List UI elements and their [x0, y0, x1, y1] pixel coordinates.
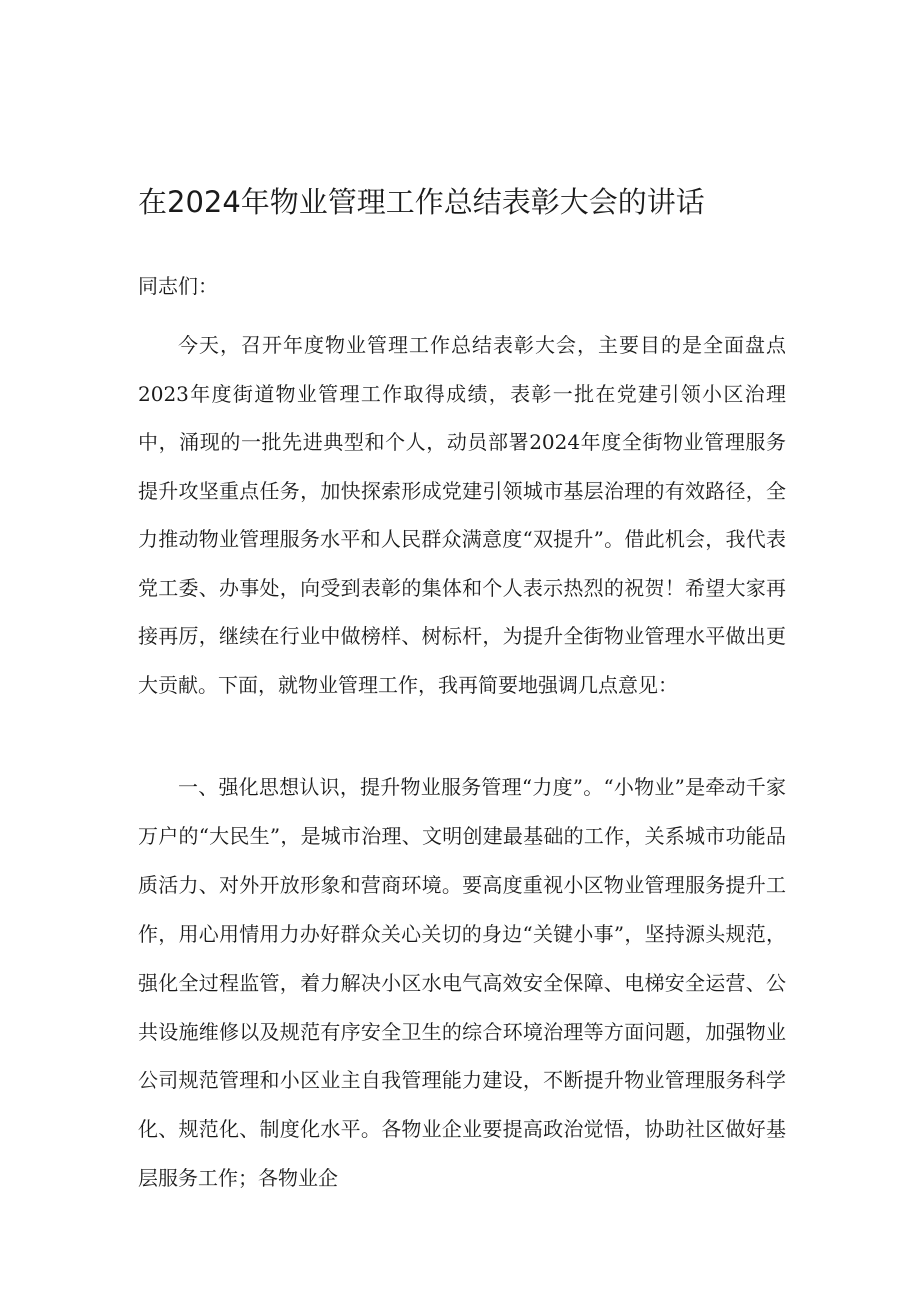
paragraph-section-one: 一、强化思想认识，提升物业服务管理“力度”。“小物业”是牵动千家万户的“大民生”，是城市治理、文明创建最基础的工作，关系城市功能品质活力、对外开放形象和营商环境。要高度重视小区物业管理服务提升工作，用心用情用力办好群众关心关切的身边“关键小事”，坚持源头规范，强化全过程监管，着力解决小区水电气高效安全保障、电梯安全运营、公共设施维修以及规范有序安全卫生的综合环境治理等方面问题，加强物业公司规范管理和小区业主自我管理能力建设，不断提升物业管理服务科学化、规范化、制度化水平。各物业企业要提高政治觉悟，协助社区做好基层服务工作；各物业企: [138, 775, 786, 1191]
paragraph-intro: 今天，召开年度物业管理工作总结表彰大会，主要目的是全面盘点2023年度街道物业管理工作取得成绩，表彰一批在党建引领小区治理中，涌现的一批先进典型和个人，动员部署2024年度全街物业管理服务提升攻坚重点任务，加快探索形成党建引领城市基层治理的有效路径，全力推动物业管理服务水平和人民群众满意度“双提升”。借此机会，我代表党工委、办事处，向受到表彰的集体和个人表示热烈的祝贺！希望大家再接再厉，继续在行业中做榜样、树标杆，为提升全街物业管理水平做出更大贡献。下面，就物业管理工作，我再简要地强调几点意见：: [138, 333, 786, 697]
salutation: 同志们：: [138, 274, 218, 298]
document-title: 在2024年物业管理工作总结表彰大会的讲话: [138, 185, 705, 219]
